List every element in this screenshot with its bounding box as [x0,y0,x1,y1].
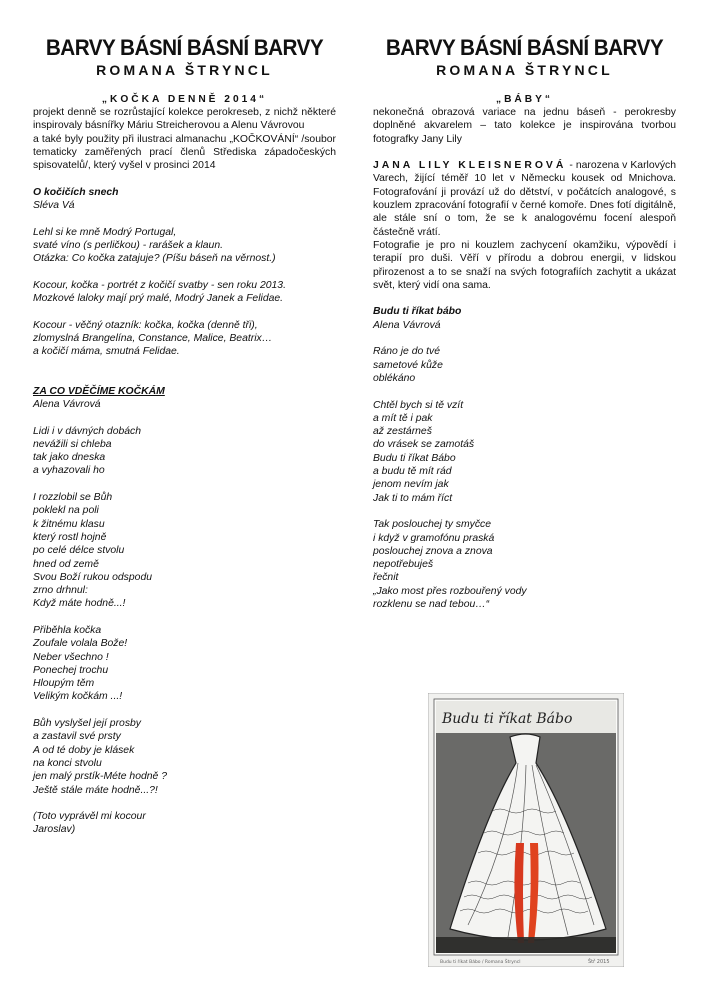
verse-line: A od té doby je klásek [33,744,135,756]
verse-line: a vyhazovali ho [33,465,105,477]
poem1-stanza [33,279,336,306]
verse-line: Chtěl bych si tě vzít [373,399,464,411]
verse-line: Ponechej trochu [33,664,109,676]
verse-line: a kočičí máma, smutná Felidae. [33,346,180,358]
verse-line: do vrásek se zamotáš [373,439,475,451]
poem3-stanza [373,345,676,385]
left-main-title: BARVY BÁSNÍ BÁSNÍ BARVY [45,35,324,60]
verse-line: i když v gramofónu praská [373,532,495,544]
poem2-stanza [33,810,336,837]
poem1-title: O kočičích snech [33,186,119,198]
verse-line: Když máte hodně...! [33,598,126,610]
verse-line: Budu ti říkat Bábo [373,452,456,464]
poem2-title: ZA CO VDĚČÍME KOČKÁM [33,385,165,397]
verse-line: až zestárneš [373,426,432,438]
verse-line: „Jako most přes rozbouřený vody [373,585,527,597]
poem2-stanza [33,717,336,797]
verse-line: hned od země [33,558,99,570]
verse-line: a mít tě i pak [373,412,433,424]
artwork-caption: Budu ti říkat Bábo / Romana Štryncl [440,960,521,965]
poem2-stanza [33,624,336,704]
verse-line: Jak ti to mám říct [373,492,453,504]
verse-line: rozklenu se nad tebou…“ [373,598,490,610]
verse-line: nevážili si chleba [33,438,112,450]
verse-line: po celé délce stvolu [33,545,125,557]
verse-line: Bůh vyslyšel její prosby [33,718,141,730]
verse-line: sametové kůže [373,359,443,371]
poem3-stanza [373,518,676,611]
verse-line: tak jako dneska [33,452,106,464]
verse-line: I rozzlobil se Bůh [33,492,113,504]
left-subtitle: „KOČKA DENNĚ 2014“ [101,94,268,105]
verse-line: a zastavil své prsty [33,731,121,743]
verse-line: (Toto vyprávěl mi kocour [33,811,146,823]
verse-line: Velikým kočkám ...! [33,691,123,703]
verse-line: který rostl hojně [33,531,107,543]
verse-line: poklekl na poli [33,505,99,517]
verse-line: na konci stvolu [33,757,102,769]
poem3-author: Alena Vávrová [373,319,441,331]
verse-line: Otázka: Co kočka zatajuje? (Píšu báseň na věrnost.) [33,253,276,265]
verse-line: poslouchej znova a znova [373,545,493,557]
verse-line: Lehl si ke mně Modrý Portugal, [33,226,177,238]
poem2-stanza [33,425,336,478]
verse-line: nepotřebuješ [373,559,434,571]
poem2-author: Alena Vávrová [33,398,101,410]
verse-line: jenom nevím jak [373,479,449,491]
verse-line: Ještě stále máte hodně...?! [33,784,158,796]
right-main-title: BARVY BÁSNÍ BÁSNÍ BARVY [385,35,664,60]
left-intro-1: projekt denně se rozrůstající kolekce perokreseb, z nichž některé inspirovaly básnířky Máriu Streicherovou a Alenu Vávrovou [33,107,336,132]
verse-line: Kocour, kočka - portrét z kočičí svatby - sen roku 2013. [33,279,286,291]
verse-line: Mozkové laloky mají prý malé, Modrý Janek a Felidae. [33,293,284,305]
verse-line: k žitnému klasu [33,518,105,530]
verse-line: Hloupým těm [33,678,95,690]
right-column [373,34,676,611]
verse-line: Přiběhla kočka [33,624,102,636]
verse-line: zlomyslná Brangelína, Constance, Malice, Beatrix… [33,333,273,345]
right-subtitle: „BÁBY“ [495,94,554,105]
verse-line: Ráno je do tvé [373,346,441,358]
right-author: ROMANA ŠTRYNCL [436,62,613,78]
verse-line: Lidi i v dávných dobách [33,425,142,437]
bio-text: - narozena v Karlových Varech, žijící téměř 10 let v Německu kousek od Mnichova. Fotografování ji provází už do dětství, v počátcích analogové, s kouzlem zpracování fotografií v černé komoře. Dnes fotí digitálně, ale stále sní o tom, že se k analogovému focení alespoň částečně vrátí. [373,160,677,238]
verse-line: a budu tě mít rád [373,466,452,478]
artwork-illustration [428,693,624,967]
poem3-stanza [373,399,676,505]
artwork-signature: Štř 2015 [588,959,610,965]
poem1-stanza [33,226,336,266]
verse-line: jen malý prstík-Méte hodně ? [33,771,167,783]
poem1-author: Sléva Vá [33,200,75,212]
verse-line: Svou Boží rukou odspodu [33,571,152,583]
bio-name: JANA LILY KLEISNEROVÁ [373,160,567,172]
verse-line: oblékáno [373,372,416,384]
verse-line: Kocour - věčný otazník: kočka, kočka (denně tři), [33,319,258,331]
verse-line: Neber všechno ! [33,651,109,663]
left-column [33,34,336,837]
bio-paragraph [373,159,676,239]
poem1-stanza [33,319,336,359]
verse-line: svaté víno (s perličkou) - rarášek a klaun. [33,239,223,251]
right-intro: nekonečná obrazová variace na jednu báseň - perokresby doplněné akvarelem – tato kolekce je inspirována tvorbou fotografky Jany Lily [373,107,676,145]
verse-line: zrno drhnul: [33,585,88,597]
bio-paragraph-2: Fotografie je pro ni kouzlem zachycení okamžiku, výpovědí i terapií pro duši. Věří v přírodu a dobrou energii, v lidskou přirozenost a to se snaží na svých fotografiích zachytit a ukázat svět, který vidí ona sama. [373,239,676,291]
left-author: ROMANA ŠTRYNCL [96,62,273,78]
poem2-stanza [33,491,336,611]
verse-line: Zoufale volala Bože! [33,638,128,650]
left-intro-2: a také byly použity při ilustraci almanachu „KOČKOVÁNÍ“ /soubor tematicky zaměřených prací členů Střediska západočeských spisovatelů/, který vyšel v prosinci 2014 [33,133,336,172]
poem3-title: Budu ti říkat bábo [373,306,462,318]
verse-line: Jaroslav) [33,824,76,836]
verse-line: řečnit [373,572,399,584]
verse-line: Tak poslouchej ty smyčce [373,519,492,531]
artwork-handwritten-title: Budu ti říkat Bábo [442,711,573,727]
